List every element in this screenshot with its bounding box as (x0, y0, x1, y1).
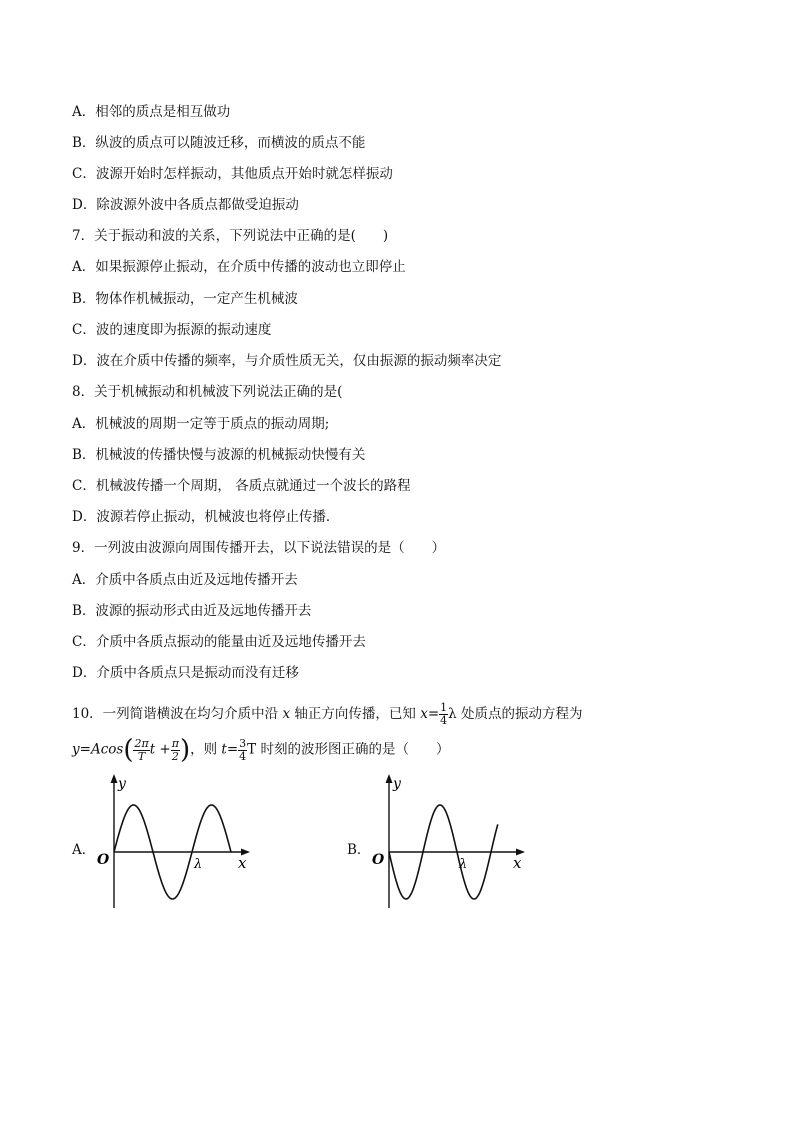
text-line: D．波源若停止振动，机械波也将停止传播． (72, 509, 340, 525)
graph-b (365, 772, 535, 912)
y-axis-arrow (111, 774, 118, 783)
y-axis-label: y (118, 776, 126, 792)
text-line: B．机械波的传播快慢与波源的机械振动快慢有关 (72, 447, 366, 463)
origin-label: O (97, 852, 110, 868)
paren-open: ( (123, 735, 134, 765)
text-line: A．介质中各质点由近及远地传播开去 (72, 572, 298, 588)
graph-a (90, 772, 260, 912)
question-10-line2 (72, 735, 449, 765)
text-line: B．物体作机械振动，一定产生机械波 (72, 291, 298, 307)
origin-label: O (372, 852, 385, 868)
text-line: D．介质中各质点只是振动而没有迁移 (72, 665, 299, 681)
option-a-label: A． (72, 842, 96, 858)
equation-term: t + (149, 741, 171, 758)
text-line: A．相邻的质点是相互做功 (72, 104, 231, 120)
text-line: A．机械波的周期一定等于质点的振动周期; (72, 416, 330, 432)
text-line: D．波在介质中传播的频率，与介质性质无关，仅由振源的振动频率决定 (72, 353, 502, 369)
text-line: 8．关于机械振动和机械波下列说法正确的是( (72, 384, 343, 400)
q10-text: λ 处质点的振动方程为 (448, 706, 583, 722)
fraction: $\frac{1}{4}$ (440, 701, 448, 727)
fraction: $\frac{2\pi}{T}$ (134, 736, 149, 763)
equation-lhs: y=Acos (72, 741, 124, 758)
q10-text: ，则 (190, 741, 222, 758)
lambda-label: λ (459, 857, 468, 872)
text-line: B．纵波的质点可以随波迁移，而横波的质点不能 (72, 135, 366, 151)
q10-x-eq: x= (420, 706, 440, 722)
text-line: 7．关于振动和波的关系，下列说法中正确的是( ) (72, 228, 389, 244)
x-axis-label: x (513, 854, 522, 872)
q10-var-x: x (282, 706, 291, 722)
text-line: 9．一列波由波源向周围传播开去，以下说法错误的是（ ） (72, 540, 446, 556)
x-axis-label: x (238, 854, 247, 872)
text-line: C．波源开始时怎样振动，其他质点开始时就怎样振动 (72, 166, 393, 182)
q10-text: 10．一列简谐横波在均匀介质中沿 (72, 706, 283, 722)
lambda-label: λ (194, 857, 203, 872)
q10-text: T 时刻的波形图正确的是（ ） (247, 741, 450, 758)
y-axis-label: y (393, 776, 401, 792)
q10-t-eq: t= (221, 741, 239, 758)
y-axis-arrow (386, 774, 393, 783)
text-line: D．除波源外波中各质点都做受迫振动 (72, 197, 299, 213)
fraction: $\frac{\pi}{2}$ (171, 736, 179, 763)
paren-close: ) (179, 735, 191, 765)
text-line: C．介质中各质点振动的能量由近及远地传播开去 (72, 634, 366, 650)
q10-text: 轴正方向传播，已知 (290, 706, 421, 722)
question-10-line1 (72, 702, 583, 727)
text-line: C．波的速度即为振源的振动速度 (72, 322, 272, 338)
text-line: C．机械波传播一个周期， 各质点就通过一个波长的路程 (72, 478, 411, 494)
option-b-label: B． (347, 842, 371, 858)
text-line: B．波源的振动形式由近及远地传播开去 (72, 603, 312, 619)
fraction: $\frac{3}{4}$ (239, 736, 247, 763)
text-line: A．如果振源停止振动，在介质中传播的波动也立即停止 (72, 259, 406, 275)
